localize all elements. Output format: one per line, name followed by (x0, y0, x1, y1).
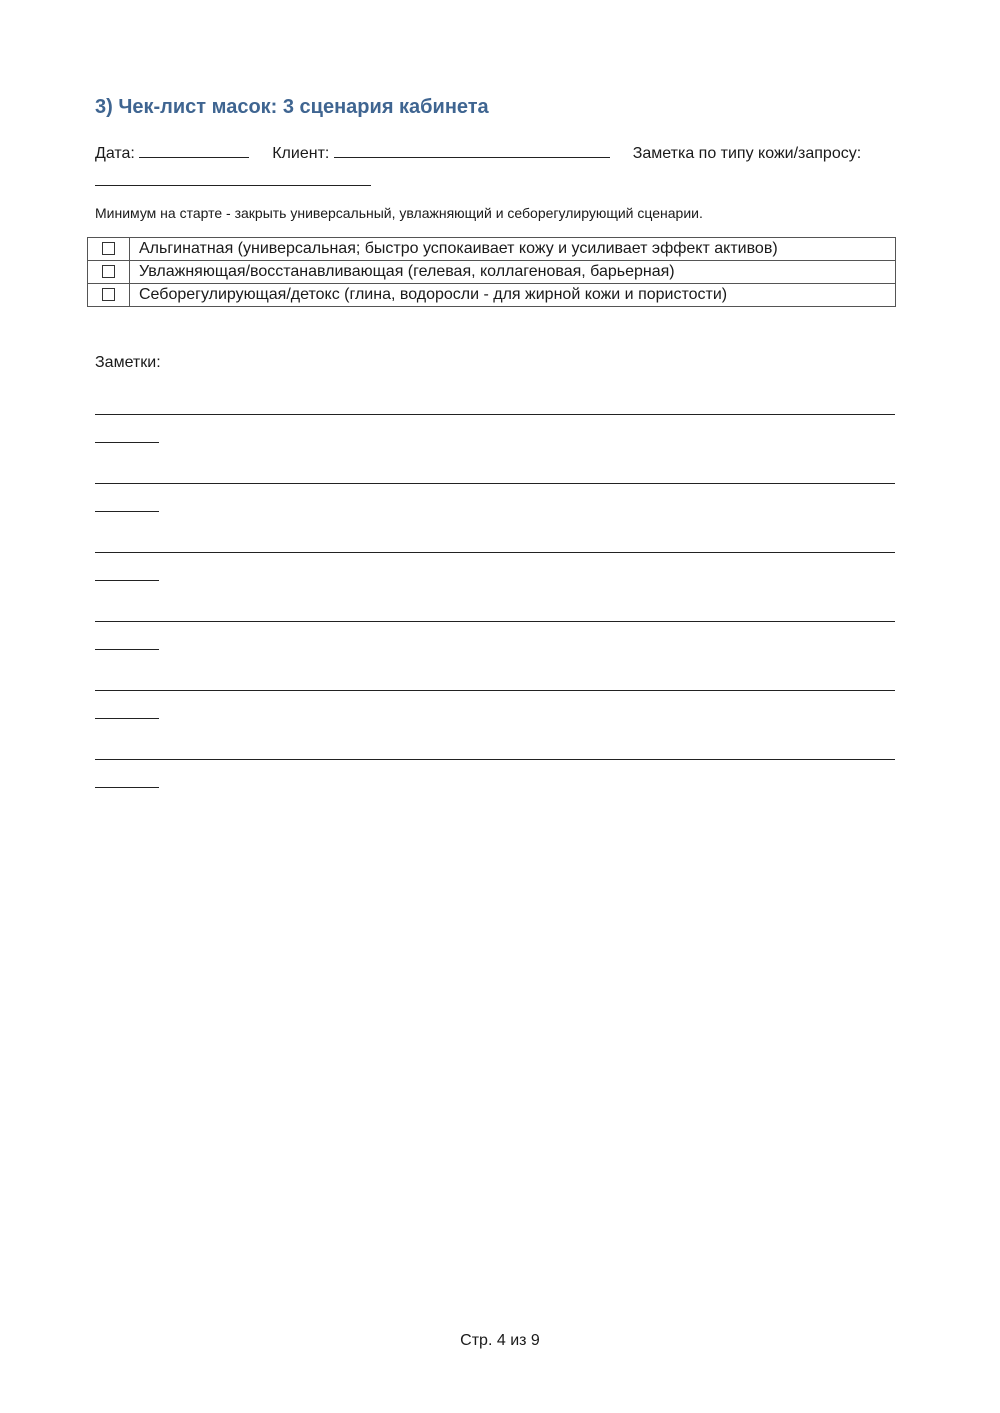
checkbox-sebum-detox[interactable] (102, 288, 115, 301)
instructions-text: Минимум на старте - закрыть универсальный, увлажняющий и себорегулирующий сценарии. (95, 205, 703, 221)
notes-line[interactable] (95, 413, 895, 443)
notes-line[interactable] (95, 482, 895, 512)
skin-note-label: Заметка по типу кожи/запросу: (632, 145, 862, 162)
section-heading: 3) Чек-лист масок: 3 сценария кабинета (95, 96, 489, 118)
date-label: Дата: (95, 145, 135, 162)
checklist-item-label: Увлажняющая/восстанавливающая (гелевая, коллагеновая, барьерная) (130, 261, 896, 284)
notes-line[interactable] (95, 758, 895, 788)
client-field[interactable] (334, 142, 610, 158)
checklist-row (88, 261, 896, 284)
checkbox-moisturizing[interactable] (102, 265, 115, 278)
page-number: Стр. 4 из 9 (460, 1332, 540, 1349)
notes-label: Заметки: (95, 354, 161, 371)
checklist-item-label: Альгинатная (универсальная; быстро успокаивает кожу и усиливает эффект активов) (130, 238, 896, 261)
checklist-item-label: Себорегулирующая/детокс (глина, водоросли - для жирной кожи и пористости) (130, 284, 896, 307)
date-field[interactable] (139, 142, 249, 158)
notes-line[interactable] (95, 551, 895, 581)
notes-line[interactable] (95, 620, 895, 650)
mask-checklist-table (87, 237, 896, 307)
skin-note-field[interactable] (95, 170, 371, 186)
checklist-row (88, 284, 896, 307)
notes-line[interactable] (95, 689, 895, 719)
checklist-row (88, 238, 896, 261)
client-label: Клиент: (272, 145, 330, 162)
checkbox-alginate[interactable] (102, 242, 115, 255)
header-fields (95, 140, 905, 196)
